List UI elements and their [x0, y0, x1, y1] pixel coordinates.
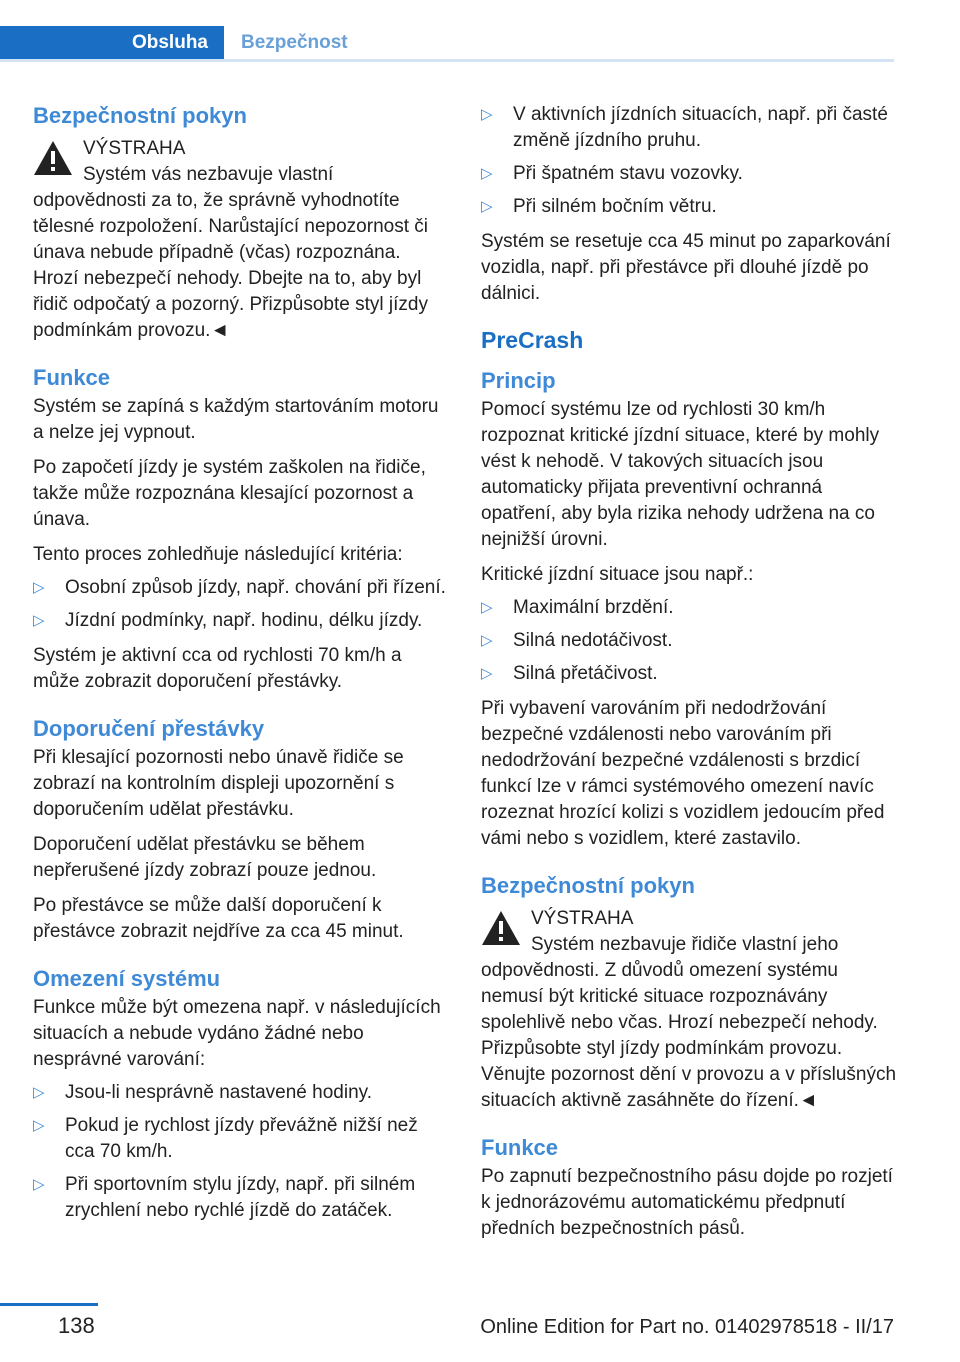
list-item: ▷ Jízdní podmínky, např. hodinu, délku jízdy. — [33, 608, 449, 634]
paragraph: Při klesající pozornosti nebo únavě řidiče se zobrazí na kontrolním displeji upozornění s doporučením udělat přestávku. — [33, 747, 404, 820]
list-item: ▷ Maximální brzdění. — [481, 595, 897, 621]
triangle-bullet-icon: ▷ — [33, 1117, 45, 1134]
critical-situations-list — [481, 595, 897, 687]
paragraph: Po započetí jízdy je systém zaškolen na řidiče, takže může rozpoznána klesající pozornost a únava. — [33, 457, 426, 530]
paragraph: Doporučení udělat přestávku se během nepřerušené jízdy zobrazí pouze jednou. — [33, 834, 377, 881]
triangle-bullet-icon: ▷ — [33, 1084, 45, 1101]
paragraph: Systém je aktivní cca od rychlosti 70 km/h a může zobrazit doporučení přestávky. — [33, 645, 402, 692]
triangle-bullet-icon: ▷ — [481, 165, 493, 182]
heading-precrash: PreCrash — [481, 327, 584, 353]
warning-text: Systém vás nezbavuje vlastní odpovědnosti za to, že správně vyhodnotíte tělesné rozpoložení. Narůstající nepozornost či únava nebude případně (včas) rozpoznána. Hrozí nebezpečí nehody. Dbejte na to, aby byl řidič odpočatý a pozorný. Přizpůsobte styl jízdy podmínkám provozu.◄ — [33, 164, 428, 341]
paragraph: Tento proces zohledňuje následující kritéria: — [33, 544, 403, 565]
list-item: ▷ V aktivních jízdních situacích, např. při časté změně jízdního pruhu. — [481, 104, 888, 151]
triangle-bullet-icon: ▷ — [33, 579, 45, 596]
heading-safety-note: Bezpečnostní pokyn — [481, 873, 695, 898]
warning-text: Systém nezbavuje řidiče vlastní jeho odpovědnosti. Z důvodů omezení systému nemusí být kritické situace rozpoznávány spolehlivě nebo včas. Hrozí nebezpečí nehody. Přizpůsobte styl jízdy podmínkám provozu. Věnujte pozornost dění v provozu a v příslušných situacích aktivně zasáhněte do řízení.◄ — [481, 934, 897, 1111]
footer-rule — [0, 1303, 98, 1306]
list-item: ▷ Při silném bočním větru. — [481, 194, 897, 220]
list-item: ▷ Silná přetáčivost. — [481, 661, 897, 687]
warning-title: VÝSTRAHA — [531, 908, 634, 929]
warning-triangle-icon — [481, 910, 521, 946]
list-item: ▷ Jsou-li nesprávně nastavené hodiny. — [33, 1080, 449, 1106]
paragraph: Při vybavení varováním při nedodržování bezpečné vzdálenosti nebo varováním při nedodržování bezpečné vzdálenosti s brzdicí funkcí lze v rámci systémového omezení navíc rozeznat hrozící kolizi s vozidlem jedoucím před vámi nebo s vozidlem, které zastavilo. — [481, 698, 885, 849]
heading-system-limits: Omezení systému — [33, 966, 221, 991]
warning-triangle-icon — [33, 140, 73, 176]
list-item: ▷ Osobní způsob jízdy, např. chování při řízení. — [33, 575, 449, 601]
triangle-bullet-icon: ▷ — [481, 198, 493, 215]
heading-principle: Princip — [481, 368, 556, 393]
paragraph: Po zapnutí bezpečnostního pásu dojde po rozjetí k jednorázovému automatickému předpnutí předních bezpečnostních pásů. — [481, 1166, 893, 1239]
heading-function: Funkce — [33, 365, 111, 390]
triangle-bullet-icon: ▷ — [481, 599, 493, 616]
list-item: ▷ Silná nedotáčivost. — [481, 628, 897, 654]
tab-obsluha[interactable]: Obsluha — [0, 26, 224, 59]
heading-safety-note: Bezpečnostní pokyn — [33, 103, 247, 128]
tab-bezpecnost[interactable]: Bezpečnost — [224, 26, 894, 59]
warning-block — [33, 136, 449, 344]
paragraph: Funkce může být omezena např. v následujících situacích a nebude vydáno žádné nebo nesprávné varování: — [33, 997, 441, 1070]
right-column — [481, 100, 897, 1242]
triangle-bullet-icon: ▷ — [481, 665, 493, 682]
paragraph: Po přestávce se může další doporučení k přestávce zobrazit nejdříve za cca 45 minut. — [33, 895, 404, 942]
heading-break-recommendation: Doporučení přestávky — [33, 716, 265, 741]
triangle-bullet-icon: ▷ — [481, 106, 493, 123]
limits-list-continued — [481, 102, 897, 220]
triangle-bullet-icon: ▷ — [33, 612, 45, 629]
heading-function: Funkce — [481, 1135, 559, 1160]
paragraph: Kritické jízdní situace jsou např.: — [481, 564, 754, 585]
list-item: ▷ Při sportovním stylu jízdy, např. při silném zrychlení nebo rychlé jízdě do zatáček. — [33, 1174, 416, 1221]
list-item: ▷ Při špatném stavu vozovky. — [481, 161, 897, 187]
triangle-bullet-icon: ▷ — [481, 632, 493, 649]
page-number: 138 — [58, 1313, 95, 1338]
tab-bar — [0, 26, 894, 62]
limits-list — [33, 1080, 449, 1224]
paragraph: Systém se resetuje cca 45 minut po zaparkování vozidla, např. při přestávce při dlouhé jízdě po dálnici. — [481, 231, 891, 304]
paragraph: Pomocí systému lze od rychlosti 30 km/h rozpoznat kritické jízdní situace, které by mohly vést k nehodě. V takových situacích jsou automaticky přijata preventivní ochranná opatření, aby byla rizika nehody udržena na co nejnižší úrovni. — [481, 399, 880, 550]
warning-title: VÝSTRAHA — [83, 138, 186, 159]
tab-underline — [0, 59, 894, 62]
paragraph: Systém se zapíná s každým startováním motoru a nelze jej vypnout. — [33, 396, 439, 443]
left-column — [33, 100, 449, 1224]
criteria-list — [33, 575, 449, 634]
list-item: ▷ Pokud je rychlost jízdy převážně nižší než cca 70 km/h. — [33, 1115, 418, 1162]
warning-block — [481, 906, 897, 1114]
triangle-bullet-icon: ▷ — [33, 1176, 45, 1193]
edition-note: Online Edition for Part no. 01402978518 - II/17 — [480, 1316, 894, 1338]
